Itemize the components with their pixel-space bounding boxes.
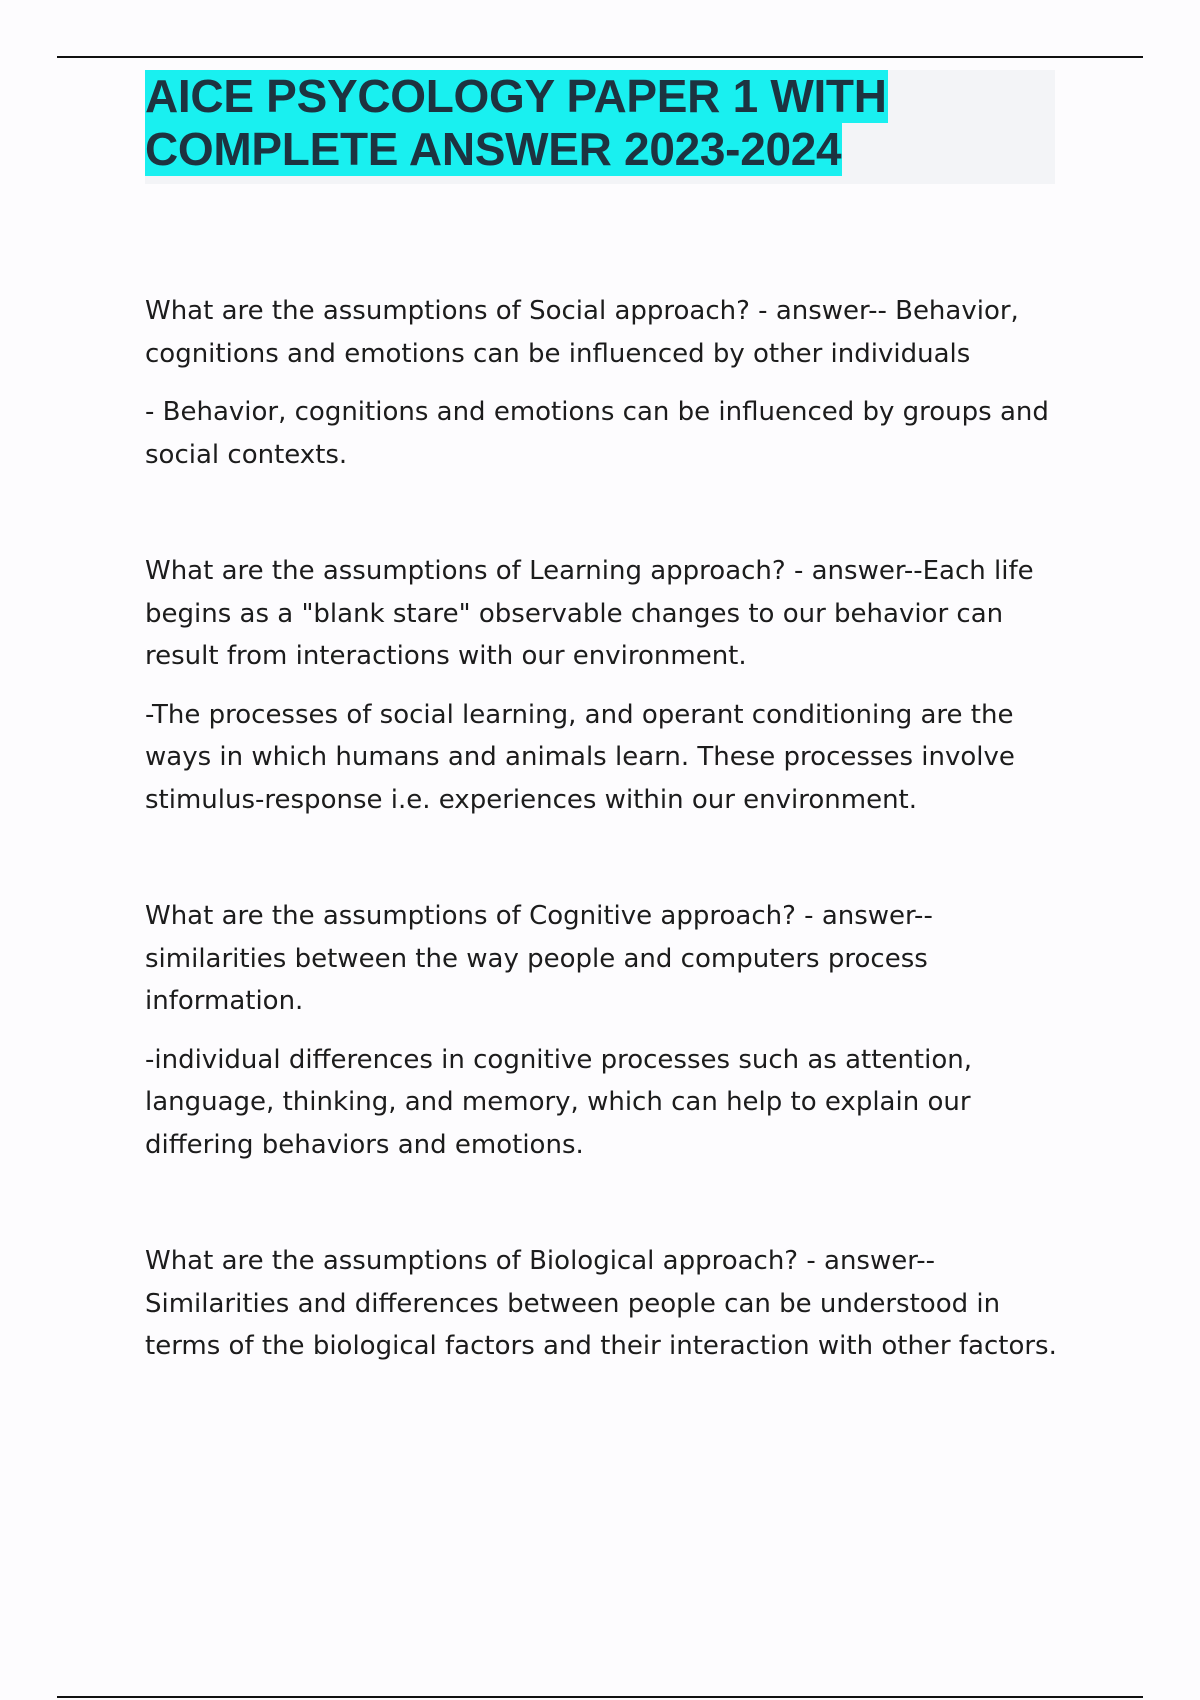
qa-item-biological — [145, 1240, 1065, 1368]
qa-answer-extra: -The processes of social learning, and operant conditioning are the ways in which humans and animals learn. These processes involve stimulus-response i.e. experiences within our environment. — [145, 699, 1015, 815]
qa-question: What are the assumptions of Social approach? - answer-- Behavior, cognitions and emotions can be influenced by other individuals — [145, 296, 1019, 369]
qa-question: What are the assumptions of Biological approach? - answer--Similarities and differences between people can be understood in terms of the biological factors and their interaction with other factors. — [145, 1246, 1057, 1361]
bottom-divider — [57, 1696, 1143, 1698]
qa-answer-extra: -individual differences in cognitive processes such as attention, language, thinking, and memory, which can help to explain our differing behaviors and emotions. — [145, 1044, 972, 1160]
qa-item-learning — [145, 550, 1065, 821]
title-line-1: AICE PSYCOLOGY PAPER 1 WITH — [145, 70, 887, 122]
qa-answer-extra: - Behavior, cognitions and emotions can be influenced by groups and social contexts. — [145, 397, 1049, 470]
qa-item-social — [145, 290, 1065, 476]
qa-question: What are the assumptions of Learning approach? - answer--Each life begins as a "blank stare" observable changes to our behavior can result from interactions with our environment. — [145, 556, 1034, 671]
qa-list — [145, 290, 1065, 1368]
qa-question: What are the assumptions of Cognitive approach? - answer--similarities between the way people and computers process information. — [145, 901, 933, 1016]
qa-item-cognitive — [145, 895, 1065, 1166]
page-title — [145, 70, 1055, 176]
title-line-2: COMPLETE ANSWER 2023-2024 — [145, 123, 842, 175]
title-block — [145, 70, 1055, 184]
top-divider — [57, 56, 1143, 58]
